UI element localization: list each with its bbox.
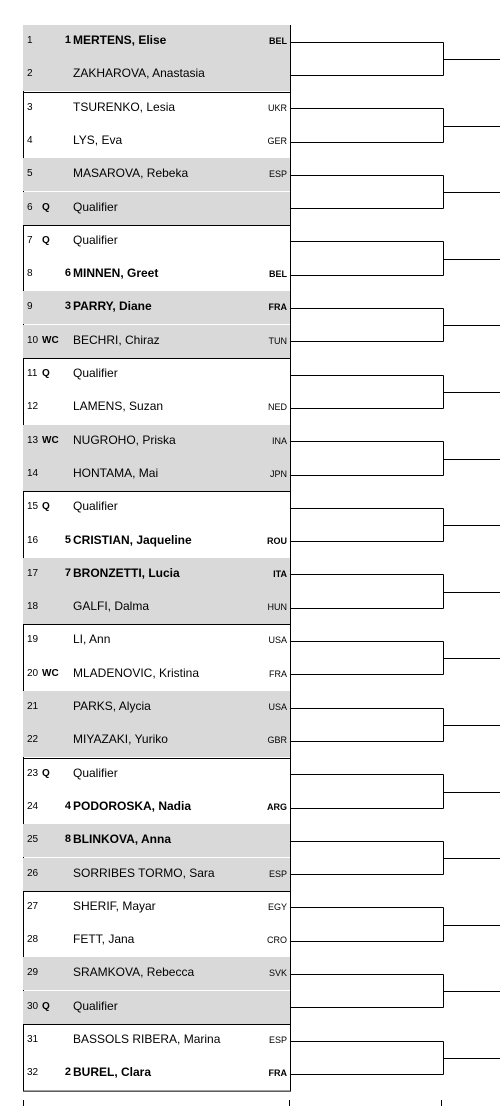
draw-position: 32 [27, 1067, 39, 1079]
draw-position: 29 [27, 967, 39, 979]
draw-entry [23, 192, 290, 225]
entry-tag: Q [42, 767, 50, 779]
draw-entry [23, 558, 290, 591]
draw-position: 28 [27, 934, 39, 946]
seed-number: 6 [64, 267, 71, 280]
player-name: TSURENKO, Lesia [73, 99, 176, 114]
player-name: BECHRI, Chiraz [73, 332, 160, 347]
seed-number: 5 [64, 533, 71, 546]
draw-entry [23, 858, 290, 891]
draw-entry [23, 758, 290, 791]
draw-entry [23, 358, 290, 391]
seed-number: 3 [64, 300, 71, 313]
nationality-code: ESP [268, 868, 287, 879]
player-name: PARKS, Alycia [73, 699, 151, 713]
player-name: MINNEN, Greet [73, 266, 159, 281]
draw-position: 27 [27, 900, 39, 912]
nationality-code: ROU [267, 535, 287, 546]
draw-entry [23, 691, 290, 724]
draw-entry [23, 291, 290, 324]
draw-position: 10 [27, 334, 39, 346]
draw-entry [23, 425, 290, 458]
player-name: BASSOLS RIBERA, Marina [73, 1032, 221, 1046]
player-name: Qualifier [73, 199, 118, 214]
draw-entry [23, 58, 290, 91]
draw-position: 31 [27, 1034, 39, 1045]
player-name: ZAKHAROVA, Anastasia [73, 66, 205, 81]
seed-number: 7 [64, 566, 71, 579]
seed-number: 2 [64, 1066, 71, 1079]
draw-entry [23, 258, 290, 291]
nationality-code: NED [267, 402, 287, 413]
entry-tag: Q [42, 368, 50, 379]
player-name: MASAROVA, Rebeka [73, 166, 189, 181]
draw-position: 11 [27, 368, 38, 379]
draw-entry [23, 458, 290, 491]
draw-entry [23, 1024, 290, 1057]
draw-position: 19 [27, 634, 39, 646]
draw-entry [23, 125, 290, 158]
player-name: Qualifier [73, 765, 118, 780]
entry-tag: Q [42, 201, 50, 213]
draw-position: 20 [27, 667, 39, 679]
draw-entry [23, 158, 290, 191]
entry-tag: Q [42, 234, 50, 246]
player-name: MLADENOVIC, Kristina [73, 665, 200, 680]
draw-position: 4 [27, 134, 33, 146]
nationality-code: GBR [267, 735, 287, 746]
nationality-code: ARG [267, 801, 287, 812]
nationality-code: FRA [268, 1068, 287, 1079]
player-name: LYS, Eva [73, 132, 123, 147]
draw-position: 6 [27, 201, 33, 213]
draw-position: 3 [27, 101, 33, 113]
draw-position: 24 [27, 800, 39, 812]
player-name: PARRY, Diane [73, 299, 152, 314]
draw-position: 16 [27, 534, 39, 546]
nationality-code: ITA [273, 568, 287, 579]
draw-position: 18 [27, 601, 39, 613]
draw-entry [23, 25, 290, 58]
draw-position: 22 [27, 734, 39, 746]
draw-entry [23, 491, 290, 524]
nationality-code: USA [268, 702, 287, 712]
draw-position: 13 [27, 434, 39, 446]
entry-tag: Q [42, 1000, 50, 1012]
draw-entry [23, 624, 290, 657]
nationality-code: EGY [267, 901, 287, 912]
draw-entry [23, 391, 290, 424]
seed-number: 1 [64, 34, 71, 46]
nationality-code: SVK [268, 968, 287, 979]
player-name: BRONZETTI, Lucia [73, 565, 180, 580]
player-name: Qualifier [73, 366, 118, 380]
seed-number: 4 [64, 799, 71, 812]
draw-position: 14 [27, 467, 39, 479]
nationality-code: ESP [268, 169, 287, 180]
nationality-code: JPN [269, 468, 287, 479]
draw-position: 21 [27, 701, 39, 712]
player-name: HONTAMA, Mai [73, 465, 159, 480]
nationality-code: FRA [268, 302, 287, 313]
draw-entry [23, 724, 290, 757]
entry-tag: Q [42, 501, 50, 513]
player-name: NUGROHO, Priska [73, 432, 176, 447]
draw-entry [23, 991, 290, 1024]
nationality-code: HUN [267, 602, 287, 613]
seed-number: 8 [64, 833, 71, 846]
nationality-code: BEL [269, 269, 287, 280]
draw-entry [23, 824, 290, 857]
draw-entry [23, 92, 290, 125]
draw-position: 5 [27, 168, 33, 180]
draw-position: 23 [27, 767, 39, 779]
draw-position: 25 [27, 834, 39, 846]
draw-entry [23, 658, 290, 691]
player-name: Qualifier [73, 232, 118, 247]
draw-entry [23, 891, 290, 924]
nationality-code: UKR [267, 102, 287, 113]
draw-position: 8 [27, 268, 33, 280]
draw-position: 15 [27, 501, 39, 513]
nationality-code: TUN [268, 335, 287, 346]
nationality-code: FRA [269, 668, 287, 679]
entry-tag: WC [42, 667, 59, 679]
draw-position: 26 [27, 867, 39, 879]
player-name: SHERIF, Mayar [73, 898, 156, 913]
player-name: GALFI, Dalma [73, 599, 150, 614]
draw-position: 7 [27, 234, 33, 246]
player-name: Qualifier [73, 499, 118, 514]
player-name: SORRIBES TORMO, Sara [73, 865, 215, 880]
draw-entry [23, 791, 290, 824]
draw-position: 30 [27, 1000, 39, 1012]
player-name: CRISTIAN, Jaqueline [73, 532, 192, 547]
nationality-code: CRO [267, 935, 287, 946]
player-name: BLINKOVA, Anna [73, 832, 171, 847]
draw-position: 1 [27, 35, 33, 46]
draw-entry [23, 957, 290, 990]
nationality-code: ESP [268, 1035, 287, 1045]
draw-entry [23, 325, 290, 358]
draw-position: 12 [27, 401, 39, 413]
player-name: MIYAZAKI, Yuriko [73, 732, 168, 747]
draw-position: 2 [27, 68, 33, 80]
player-name: MERTENS, Elise [73, 33, 167, 47]
nationality-code: INA [271, 435, 287, 446]
draw-position: 9 [27, 301, 33, 313]
player-name: SRAMKOVA, Rebecca [73, 965, 195, 980]
nationality-code: USA [268, 635, 287, 646]
nationality-code: BEL [269, 36, 287, 46]
draw-entry [23, 591, 290, 624]
draw-position: 17 [27, 567, 39, 579]
player-name: BUREL, Clara [73, 1065, 152, 1080]
draw-entry [23, 525, 290, 558]
entry-tag: WC [42, 434, 59, 446]
entry-tag: WC [42, 334, 59, 346]
player-name: PODOROSKA, Nadia [73, 798, 192, 813]
nationality-code: GER [267, 135, 287, 146]
draw-entry [23, 225, 290, 258]
draw-entry [23, 1057, 290, 1090]
player-name: FETT, Jana [73, 932, 135, 947]
player-name: LI, Ann [73, 632, 111, 647]
draw-entry [23, 924, 290, 957]
player-name: Qualifier [73, 998, 118, 1013]
player-name: LAMENS, Suzan [73, 399, 164, 414]
